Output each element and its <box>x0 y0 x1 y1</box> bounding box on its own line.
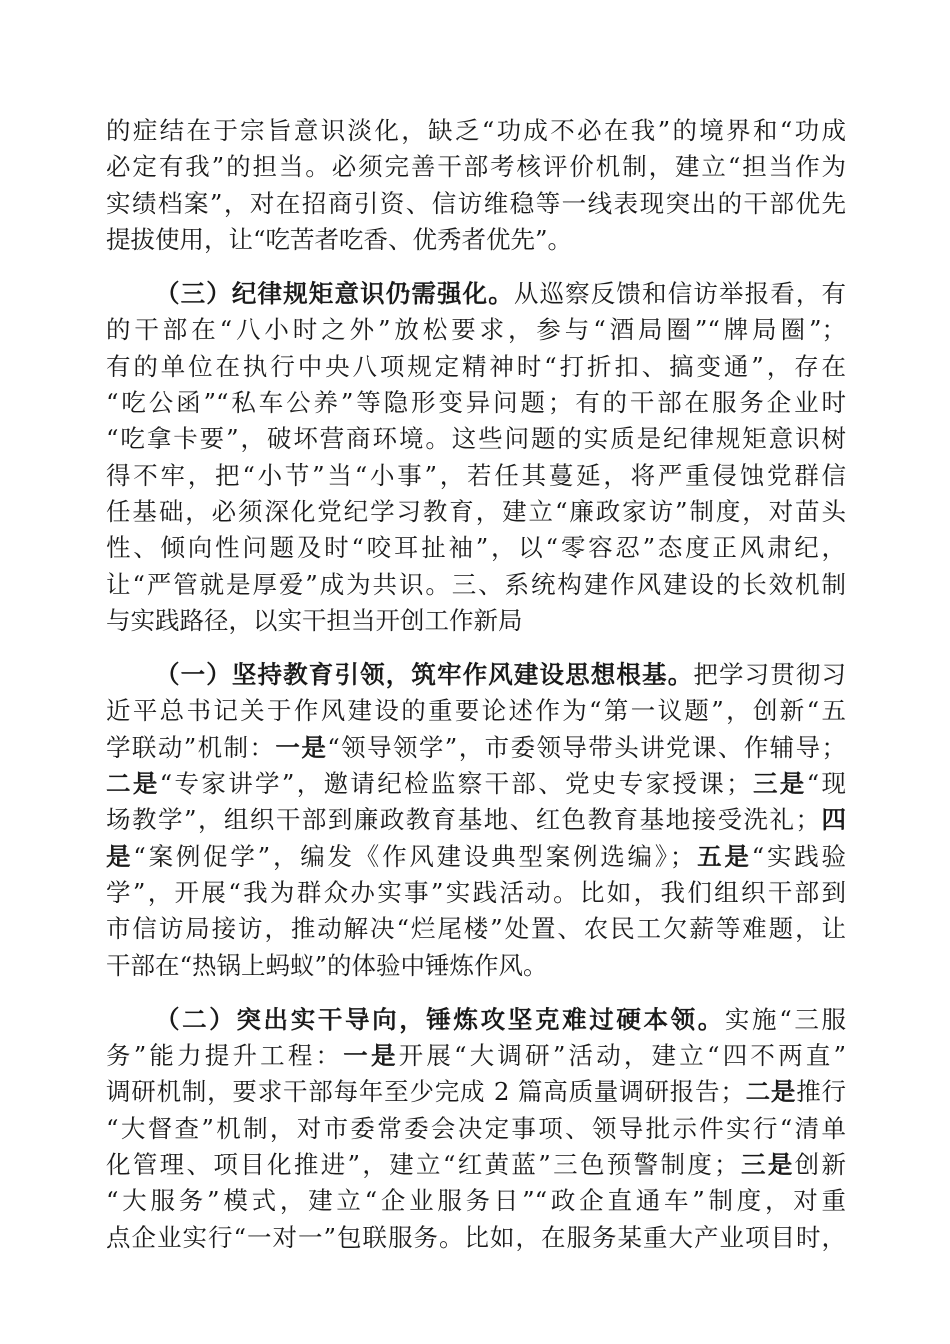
text-run: “大督查”机制，对市委常委会决定事项、领导批示件实行“清单 <box>106 1113 846 1143</box>
text-run: 提拔使用，让“吃苦者吃香、优秀者优先”。 <box>106 224 573 254</box>
text-run: 干部在“热锅上蚂蚁”的体验中锤炼作风。 <box>106 950 548 980</box>
text-run: “专家讲学”，邀请纪检监察干部、党史专家授课； <box>159 769 751 799</box>
text-run: 与实践路径，以实干担当开创工作新局 <box>106 605 523 635</box>
text-line <box>106 1220 846 1256</box>
text-run: 的干部在“八小时之外”放松要求，参与“酒局圈”“牌局圈”； <box>106 315 846 345</box>
text-line <box>106 567 846 603</box>
item-marker: 五是 <box>694 841 752 871</box>
text-line <box>106 186 846 222</box>
text-run: 的症结在于宗旨意识淡化，缺乏“功成不必在我”的境界和“功成 <box>106 116 846 145</box>
text-line <box>106 530 846 566</box>
text-line <box>106 421 846 457</box>
text-line <box>106 149 846 185</box>
section-heading: （三）纪律规矩意识仍需强化。 <box>155 279 514 309</box>
text-line <box>106 766 846 802</box>
text-run: 把学习贯彻习 <box>693 660 847 690</box>
text-line <box>106 1111 846 1147</box>
text-run: 必定有我”的担当。必须完善干部考核评价机制，建立“担当作为 <box>106 152 846 182</box>
text-line <box>106 802 846 838</box>
text-run: “实践验 <box>751 841 847 871</box>
text-line <box>106 948 846 984</box>
text-run: “吃拿卡要”，破坏营商环境。这些问题的实质是纪律规矩意识树 <box>106 424 846 454</box>
item-marker: 一是 <box>343 1041 399 1071</box>
text-run: 实施“三服 <box>724 1004 847 1034</box>
text-run: 场教学”，组织干部到廉政教育基地、红色教育基地接受洗礼； <box>106 805 821 835</box>
text-line <box>106 1147 846 1183</box>
text-run: “大服务”模式，建立“企业服务日”“政企直通车”制度，对重 <box>106 1186 846 1216</box>
text-line <box>106 385 846 421</box>
text-run: 有的单位在执行中央八项规定精神时“打折扣、搞变通”，存在 <box>106 351 846 381</box>
text-line <box>106 875 846 911</box>
text-run: 学联动”机制： <box>106 732 276 762</box>
text-run: 务”能力提升工程： <box>106 1041 344 1071</box>
text-run: 任基础，必须深化党纪学习教育，建立“廉政家访”制度，对苗头 <box>106 496 846 526</box>
text-run: 市信访局接访，推动解决“烂尾楼”处置、农民工欠薪等难题，让 <box>106 914 846 944</box>
text-run: 实绩档案”，对在招商引资、信访维稳等一线表现突出的干部优先 <box>106 188 846 218</box>
text-line <box>106 839 846 875</box>
text-line <box>106 1074 846 1110</box>
text-run: 调研机制，要求干部每年至少完成 2 篇高质量调研报告； <box>106 1077 745 1107</box>
text-line <box>106 1183 846 1219</box>
text-line <box>106 730 846 766</box>
text-line <box>106 1038 846 1074</box>
paragraph-3 <box>106 657 846 984</box>
item-marker: 二是 <box>106 769 160 799</box>
section-heading: （一）坚持教育引领，筑牢作风建设思想根基。 <box>155 660 694 690</box>
text-run: 化管理、项目化推进”，建立“红黄蓝”三色预警制度； <box>106 1150 739 1180</box>
paragraph-1 <box>106 113 846 258</box>
paragraph-4 <box>106 1002 846 1256</box>
paragraph-2 <box>106 276 846 639</box>
text-line <box>106 276 846 312</box>
text-run: 从巡察反馈和信访举报看，有 <box>513 279 847 309</box>
text-line <box>106 113 846 149</box>
item-marker: 一是 <box>275 732 328 762</box>
item-marker: 二是 <box>744 1077 797 1107</box>
text-run: 得不牢，把“小节”当“小事”，若任其蔓延，将严重侵蚀党群信 <box>106 460 846 490</box>
text-run: 近平总书记关于作风建设的重要论述作为“第一议题”，创新“五 <box>106 696 846 726</box>
text-run: 开展“大调研”活动，建立“四不两直” <box>398 1041 846 1071</box>
text-run: “吃公函”“私车公养”等隐形变异问题；有的干部在服务企业时 <box>106 388 846 418</box>
text-line <box>106 494 846 530</box>
item-marker: 三是 <box>750 769 807 799</box>
text-run: “现 <box>806 769 847 799</box>
document-body <box>106 113 846 1256</box>
text-run: “领导领学”，市委领导带头讲党课、作辅导； <box>327 732 846 762</box>
text-line <box>106 312 846 348</box>
section-heading: （二）突出实干导向，锤炼攻坚克难过硬本领。 <box>155 1004 725 1034</box>
text-run: 创新 <box>794 1150 847 1180</box>
item-marker: 是 <box>106 841 134 871</box>
text-line <box>106 349 846 385</box>
text-line <box>106 911 846 947</box>
text-line <box>106 1002 846 1038</box>
text-line <box>106 657 846 693</box>
item-marker: 四 <box>820 805 846 835</box>
text-run: 让“严管就是厚爱”成为共识。三、系统构建作风建设的长效机制 <box>106 569 846 599</box>
text-line <box>106 458 846 494</box>
text-run: 学”，开展“我为群众办实事”实践活动。比如，我们组织干部到 <box>106 877 846 907</box>
text-run: 性、倾向性问题及时“咬耳扯袖”，以“零容忍”态度正风肃纪， <box>106 533 846 563</box>
text-run: 点企业实行“一对一”包联服务。比如，在服务某重大产业项目时， <box>106 1222 846 1252</box>
item-marker: 三是 <box>738 1150 795 1180</box>
text-line <box>106 603 846 639</box>
text-run: 推行 <box>796 1077 847 1107</box>
text-line <box>106 693 846 729</box>
text-line <box>106 222 846 258</box>
text-run: “案例促学”，编发《作风建设典型案例选编》； <box>133 841 695 871</box>
